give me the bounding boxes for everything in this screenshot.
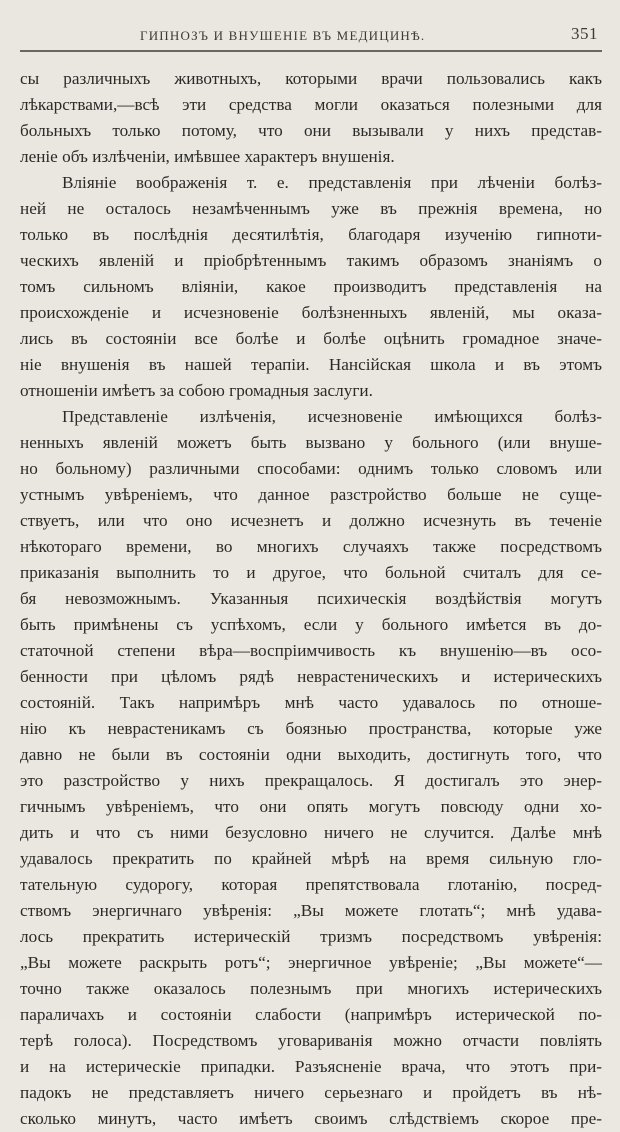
text-line: Вліяніе воображенія т. е. представленія при лѣченіи болѣз- (62, 173, 602, 192)
text-line: быть примѣнены съ успѣхомъ, если у больного имѣется въ до- (20, 615, 602, 634)
text-line: ствуетъ, или что оно исчезнетъ и должно исчезнуть въ теченіе (20, 511, 602, 530)
page-number: 351 (571, 24, 598, 43)
text-line: и на истерическіе припадки. Разъясненіе врача, что этотъ при- (20, 1057, 602, 1076)
text-line: падокъ не представляетъ ничего серьезнаго и пройдетъ въ нѣ- (20, 1083, 602, 1102)
text-line: „Вы можете раскрыть ротъ“; энергичное увѣреніе; „Вы можете“— (20, 953, 602, 972)
text-line: нію къ неврастеникамъ съ боязнью пространства, которые уже (20, 719, 602, 738)
text-line: параличахъ и состояніи слабости (напримѣръ истерической по- (20, 1005, 602, 1024)
text-line: больныхъ только потому, что они вызывали у нихъ представ- (20, 121, 602, 140)
text-line: лись въ состояніи все болѣе и болѣе оцѣнить громадное значе- (20, 329, 602, 348)
text-line: ніе внушенія въ нашей терапіи. Нансійская школа и въ этомъ (20, 355, 602, 374)
text-line: состояній. Такъ напримѣръ мнѣ часто удавалось по отноше- (20, 693, 602, 712)
text-line: бя невозможнымъ. Указанныя психическія воздѣйствія могутъ (20, 589, 602, 608)
text-line: устнымъ увѣреніемъ, что данное разстройство больше не суще- (20, 485, 602, 504)
body-text (20, 66, 602, 1132)
text-line: но больному) различными способами: однимъ только словомъ или (20, 459, 602, 478)
text-line: ствомъ энергичнаго увѣренія: „Вы можете глотать“; мнѣ удава- (20, 901, 602, 920)
text-line: терѣ голоса). Посредствомъ уговариванія можно отчасти повліять (20, 1031, 602, 1050)
running-header (20, 22, 602, 44)
text-line: лось прекратить истерическій тризмъ посредствомъ увѣренія: (20, 927, 602, 946)
header-rule (20, 50, 602, 52)
text-line: томъ сильномъ вліяніи, какое производитъ представленія на (20, 277, 602, 296)
text-line: сколько минутъ, часто имѣетъ своимъ слѣдствіемъ скорое пре- (20, 1109, 602, 1128)
text-line: удавалось прекратить по крайней мѣрѣ на время сильную гло- (20, 849, 602, 868)
text-line: ней не осталось незамѣченнымъ уже въ прежнія времена, но (20, 199, 602, 218)
text-line: отношеніи имѣетъ за собою громадныя заслуги. (20, 381, 373, 400)
text-line: сы различныхъ животныхъ, которыми врачи пользовались какъ (20, 69, 602, 88)
text-line: ческихъ явленій и пріобрѣтеннымъ такимъ образомъ знаніямъ о (20, 251, 602, 270)
text-line: тательную судорогу, которая препятствовала глотанію, посред- (20, 875, 602, 894)
text-line: точно также оказалось полезнымъ при многихъ истерическихъ (20, 979, 602, 998)
text-line: это разстройство у нихъ прекращалось. Я достигалъ это энер- (20, 771, 602, 790)
text-line: статочной степени вѣра—воспріимчивость къ внушенію—въ осо- (20, 641, 602, 660)
text-line: только въ послѣднія десятилѣтія, благодаря изученію гипноти- (20, 225, 602, 244)
text-line: бенности при цѣломъ рядѣ неврастеническихъ и истерическихъ (20, 667, 602, 686)
text-line: ненныхъ явленій можетъ быть вызвано у больного (или внуше- (20, 433, 602, 452)
running-title: ГИПНОЗЪ И ВНУШЕНІЕ ВЪ МЕДИЦИНѢ. (140, 28, 426, 43)
text-line: гичнымъ увѣреніемъ, что они опять могутъ повсюду одни хо- (20, 797, 602, 816)
text-line: леніе объ излѣченіи, имѣвшее характеръ внушенія. (20, 147, 395, 166)
text-line: приказанія выполнить то и другое, что больной считалъ для се- (20, 563, 602, 582)
text-line: дить и что съ ними безусловно ничего не случится. Далѣе мнѣ (20, 823, 602, 842)
text-line: нѣкотораго времени, во многихъ случаяхъ также посредствомъ (20, 537, 602, 556)
text-line: Представленіе излѣченія, исчезновеніе имѣющихся болѣз- (62, 407, 602, 426)
text-line: лѣкарствами,—всѣ эти средства могли оказаться полезными для (20, 95, 602, 114)
text-line: происхожденіе и исчезновеніе болѣзненныхъ явленій, мы оказа- (20, 303, 602, 322)
text-line: давно не были въ состояніи одни выходить, достигнуть того, что (20, 745, 602, 764)
